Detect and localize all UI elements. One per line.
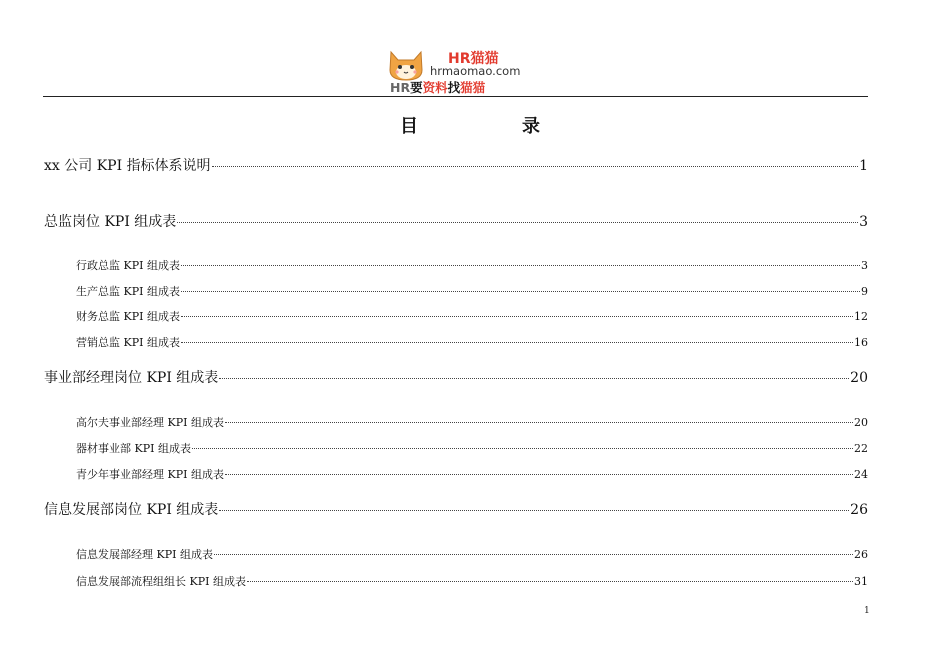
toc-entry-label: 总监岗位 KPI 组成表 [44,214,177,230]
toc-subentry[interactable] [76,573,868,589]
toc-leader [219,378,849,379]
toc-subentry[interactable] [76,308,868,324]
toc-entry-page: 26 [850,502,868,518]
toc-subentry-label: 行政总监 KPI 组成表 [76,259,180,272]
toc-entry-label: 事业部经理岗位 KPI 组成表 [44,370,219,386]
toc-subentry-page: 12 [854,310,868,323]
toc-subentry-label: 信息发展部流程组组长 KPI 组成表 [76,575,246,588]
toc-leader [212,166,859,167]
toc-subentry[interactable] [76,546,868,562]
toc-entry[interactable] [44,155,868,175]
toc-entry[interactable] [44,211,868,231]
header-logo [386,46,546,98]
toc-subentry-page: 9 [861,285,868,298]
toc-subentry-page: 26 [854,548,868,561]
brand-url: hrmaomao.com [430,64,521,78]
slogan-mid-2: 找 [447,80,461,95]
toc-subentry-label: 信息发展部经理 KPI 组成表 [76,548,213,561]
toc-leader [192,448,853,449]
toc-leader [181,316,853,317]
title-char-2: 录 [522,116,540,137]
cat-logo-icon [386,48,426,82]
toc-subentry[interactable] [76,257,868,273]
toc-entry-page: 1 [859,158,868,174]
toc-subentry-page: 22 [854,442,868,455]
toc-subentry-page: 16 [854,336,868,349]
toc-leader [225,474,853,475]
toc-subentry-label: 生产总监 KPI 组成表 [76,285,180,298]
toc-subentry[interactable] [76,414,868,430]
slogan-red-2: 猫猫 [460,80,486,95]
toc-subentry-label: 青少年事业部经理 KPI 组成表 [76,468,224,481]
toc-subentry[interactable] [76,466,868,482]
toc-leader [181,342,853,343]
toc-leader [181,265,860,266]
slogan-prefix: HR [390,80,411,95]
toc-entry[interactable] [44,367,868,387]
toc-leader [181,291,860,292]
toc-subentry-page: 20 [854,416,868,429]
brand-slogan [390,78,485,96]
page-number: 1 [864,606,870,616]
toc-subentry-page: 3 [861,259,868,272]
toc-entry-page: 20 [850,370,868,386]
toc-leader [225,422,853,423]
toc-entry-label: xx 公司 KPI 指标体系说明 [44,158,211,174]
toc-subentry-label: 财务总监 KPI 组成表 [76,310,180,323]
toc-entry-page: 3 [859,214,868,230]
toc-subentry-page: 24 [854,468,868,481]
toc-leader [177,222,858,223]
toc-subentry-label: 器材事业部 KPI 组成表 [76,442,191,455]
toc-subentry[interactable] [76,334,868,350]
toc-leader [214,554,853,555]
toc-subentry-label: 高尔夫事业部经理 KPI 组成表 [76,416,224,429]
header-rule [43,96,868,97]
toc-subentry[interactable] [76,283,868,299]
toc-subentry-page: 31 [854,575,868,588]
toc-leader [247,581,853,582]
slogan-red-1: 资料 [422,80,448,95]
toc-leader [219,510,849,511]
toc-subentry[interactable] [76,440,868,456]
brand-name: HR猫猫 [448,51,499,67]
slogan-mid: 要 [410,80,423,95]
title-char-1: 目 [400,116,418,137]
toc-subentry-label: 营销总监 KPI 组成表 [76,336,180,349]
toc-entry-label: 信息发展部岗位 KPI 组成表 [44,502,219,518]
toc-entry[interactable] [44,499,868,519]
